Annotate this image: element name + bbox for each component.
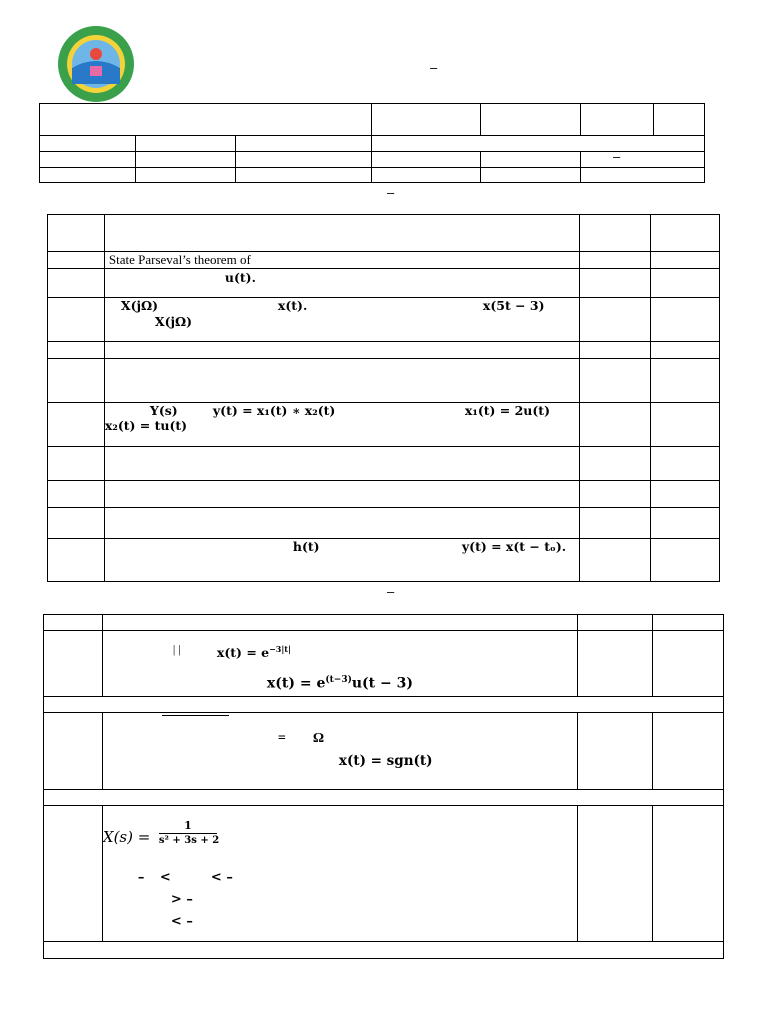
co-cell [651, 342, 720, 359]
qno-cell [44, 806, 103, 942]
question-cell [104, 215, 579, 252]
co-cell [653, 806, 724, 942]
marks-cell [578, 631, 653, 697]
equals-sign: = [277, 731, 286, 746]
question-math: x(5t − 3) [482, 298, 545, 313]
co-cell [651, 539, 720, 582]
question-cell [104, 447, 579, 481]
marks-cell [580, 508, 651, 539]
info-cell [136, 168, 236, 183]
qno-cell [48, 298, 105, 342]
marks-cell [580, 359, 651, 403]
math-exponent: −3|t| [269, 644, 291, 654]
question-cell [104, 252, 579, 269]
marks-cell [580, 342, 651, 359]
info-cell [40, 152, 136, 168]
question-math: x₁(t) = 2u(t) [464, 403, 550, 418]
qno-cell [48, 539, 105, 582]
marks-cell [578, 806, 653, 942]
qno-cell [44, 631, 103, 697]
info-cell [136, 152, 236, 168]
question-math: u(t). [224, 270, 256, 285]
question-math: x₂(t) = tu(t) [104, 418, 188, 433]
abs-bars: | | [172, 642, 181, 656]
roc-symbol: < [159, 870, 171, 885]
qno-cell [44, 713, 103, 790]
roc-symbol: – [137, 870, 145, 885]
info-cell [581, 168, 705, 183]
college-logo [56, 24, 136, 104]
info-cell [654, 104, 705, 136]
omega-symbol: Ω [312, 731, 325, 746]
qno-cell [48, 252, 105, 269]
question-math: Y(s) [149, 403, 178, 418]
math-exponent: (t−3) [325, 675, 352, 685]
marks-cell [580, 252, 651, 269]
roc-symbol: < – [170, 914, 193, 929]
section-b-table [43, 614, 724, 959]
info-cell [481, 152, 581, 168]
fraction-numerator: 1 [184, 819, 192, 832]
question-cell [104, 359, 579, 403]
marks-cell [578, 713, 653, 790]
question-cell [102, 713, 577, 790]
math-part: u(t − 3) [351, 675, 413, 692]
question-math [217, 644, 291, 660]
marks-cell [580, 447, 651, 481]
info-cell [481, 168, 581, 183]
co-cell [653, 631, 724, 697]
info-cell [372, 168, 481, 183]
math-part: x(t) = e [216, 645, 270, 661]
co-cell [651, 252, 720, 269]
co-cell [651, 403, 720, 447]
question-math: x(t). [277, 298, 308, 313]
question-cell [104, 508, 579, 539]
info-cell [40, 136, 136, 152]
qno-cell [48, 359, 105, 403]
info-cell [136, 136, 236, 152]
question-cell [102, 615, 577, 631]
info-cell [581, 149, 705, 168]
co-cell [651, 269, 720, 298]
info-cell [40, 104, 372, 136]
transfer-function-lhs: X(s) = [102, 828, 151, 846]
marks-cell [580, 215, 651, 252]
fraction-bar [159, 833, 217, 834]
question-cell [104, 481, 579, 508]
question-cell [104, 342, 579, 359]
co-cell [651, 447, 720, 481]
info-dash: – [613, 149, 621, 164]
underline-rule [162, 715, 229, 716]
question-text: State Parseval’s theorem of [108, 252, 251, 267]
marks-cell [580, 298, 651, 342]
info-cell [236, 136, 372, 152]
or-row [44, 790, 724, 806]
question-math: x(t) = sgn(t) [338, 753, 433, 769]
header-dash: – [430, 60, 438, 75]
info-cell [236, 168, 372, 183]
qno-cell [48, 215, 105, 252]
info-cell [372, 136, 705, 152]
section-b-dash: – [387, 584, 395, 599]
question-cell [102, 631, 577, 697]
info-cell [372, 152, 481, 168]
question-cell [104, 298, 579, 342]
question-math: X(jΩ) [120, 298, 159, 313]
qno-cell [44, 615, 103, 631]
info-table [39, 103, 705, 183]
marks-cell [580, 481, 651, 508]
or-row [44, 942, 724, 959]
co-cell [653, 615, 724, 631]
info-cell [481, 104, 581, 136]
question-math: y(t) = x₁(t) ∗ x₂(t) [212, 403, 336, 418]
question-cell [102, 806, 577, 942]
info-cell [581, 104, 654, 136]
qno-cell [48, 403, 105, 447]
math-part: x(t) = e [266, 675, 326, 692]
question-math [267, 675, 413, 692]
marks-cell [580, 403, 651, 447]
co-cell [653, 713, 724, 790]
marks-cell [578, 615, 653, 631]
qno-cell [48, 342, 105, 359]
question-cell [104, 403, 579, 447]
qno-cell [48, 269, 105, 298]
roc-symbol: > – [170, 892, 193, 907]
info-cell [372, 104, 481, 136]
co-cell [651, 215, 720, 252]
section-a-table [47, 214, 720, 582]
co-cell [651, 481, 720, 508]
question-math: X(jΩ) [154, 314, 193, 329]
co-cell [651, 508, 720, 539]
question-math: y(t) = x(t − tₒ). [461, 539, 567, 554]
or-row [44, 697, 724, 713]
roc-symbol: < – [210, 870, 233, 885]
co-cell [651, 359, 720, 403]
info-cell [236, 152, 372, 168]
co-cell [651, 298, 720, 342]
marks-cell [580, 539, 651, 582]
fraction [158, 819, 220, 846]
marks-cell [580, 269, 651, 298]
qno-cell [48, 447, 105, 481]
section-a-dash: – [387, 185, 395, 200]
qno-cell [48, 508, 105, 539]
question-cell [104, 539, 579, 582]
question-math: h(t) [292, 539, 320, 554]
question-cell [104, 269, 579, 298]
fraction-denominator: s² + 3s + 2 [158, 835, 220, 846]
info-cell [40, 168, 136, 183]
qno-cell [48, 481, 105, 508]
